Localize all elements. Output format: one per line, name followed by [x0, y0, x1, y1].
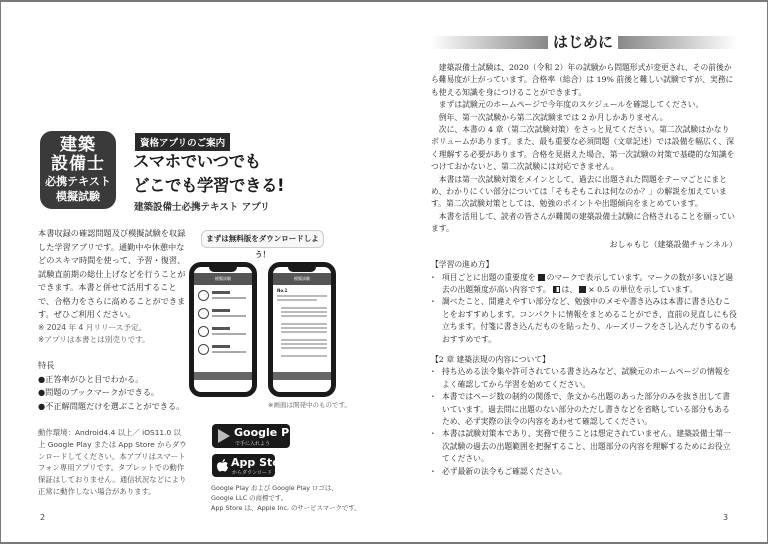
- app-store-badge[interactable]: [212, 454, 293, 477]
- feature-item: ●問題のブックマークができる。: [38, 387, 160, 397]
- bullet-item: ・ 必ず最新の法令もご確認ください。: [431, 466, 737, 478]
- google-play-label: Google Play: [234, 426, 308, 439]
- google-play-sublabel: で手に入れよう: [235, 441, 271, 447]
- app-store-label: App Store: [231, 456, 293, 469]
- signature: おしゃもじ（建築設備チャンネル）: [609, 239, 737, 249]
- paragraph: まずは試験元のホームページで今年度のスケジュールを確認してください。: [438, 100, 704, 110]
- page-number-right: 3: [723, 513, 729, 522]
- release-notes: [38, 322, 188, 346]
- intro-text: 本書収録の確認問題及び模擬試験を収録した学習アプリです。通勤中や休憩中などのスキマ時間を使って、予習・復習、試験直前期の総仕上げなどを行うことができます。本書と併せて活用することで、合格力をさらに高めることができます。ぜひご利用ください。: [38, 228, 186, 319]
- bullet-item: ・ 持ち込める法令集や許可されている書き込みなど、試験元のホームページの情報をよく確認してから学習を始めてください。: [431, 366, 737, 391]
- features-list: [38, 359, 198, 413]
- paragraph: 本書を活用して、読者の皆さんが難関の建築設備士試験に合格されることを願っています。: [431, 211, 735, 234]
- phone-list-row: [198, 325, 248, 339]
- screen-note: ※画面は開発中のものです。: [268, 401, 351, 409]
- environment-text: 動作環境：Android4.4 以上／ iOS11.0 以上 Google Play または App Store からダウンロードしてください。本アプリはスマートフォン専用アプリです。タブレットでの動作保証はしておりません。通信状況などにより正常に動作しない場合があります。: [38, 428, 187, 496]
- bullet-item: ・ 本書は試験対策本であり、実務で使うことは想定されていません。建築設備士第一次試験の過去の出題範囲を把握すること、出題部分の内容を理解するためにお役立てください。: [431, 428, 737, 465]
- phone-notch: [209, 266, 237, 272]
- bullet-item: ・ 本書ではページ数の制約の関係で、条文から出題のあった部分のみを抜き出して書いています。過去問に出題のない部分のただし書きなどを省略している部分もあるため、必ず実際の法令の内容をあわせて確認してください。: [431, 391, 737, 428]
- release-note: ※アプリは本書とは別売りです。: [38, 335, 150, 344]
- importance-mark-icon: [579, 286, 586, 293]
- paragraph: 例年、第一次試験から第二次試験までは 2 か月しかありません。: [438, 112, 668, 122]
- play-triangle-icon: [218, 429, 230, 443]
- release-note: ※ 2024 年 4 月リリース予定。: [38, 323, 147, 332]
- phone-header: 模擬試験: [273, 273, 331, 285]
- features-title: 特長: [38, 360, 55, 370]
- promo-title-line2: どこでも学習できる!: [133, 176, 285, 195]
- app-icon-line3: 必携テキスト: [45, 175, 111, 188]
- importance-mark-icon: [538, 274, 545, 281]
- trademark-line: App Store は、Apple Inc. のサービスマークです。: [211, 504, 361, 512]
- app-icon-line2: 設備士: [51, 154, 105, 174]
- promo-title-line1: スマホでいつでも: [133, 152, 261, 171]
- phone-list-row: [198, 307, 248, 321]
- section-title-study: 【学習の進め方】: [431, 260, 494, 270]
- promo-subtitle: 建築設備士必携テキスト アプリ: [134, 202, 270, 213]
- preface-body: [431, 62, 737, 478]
- apple-icon: [217, 459, 228, 472]
- page-number-left: 2: [40, 513, 46, 522]
- phone-mockup-list: [189, 262, 257, 397]
- paragraph: 本書は第一次試験対策をメインとして、過去に出題された問題をテーマごとにまとめ、わかりにくい部分については「そもそもこれは何なのか？」の解説を加えています。第二次試験対策としては、勉強のポイントや出題傾向をまとめています。: [431, 174, 727, 209]
- phone-list-row: [198, 289, 248, 303]
- trademark-line: Google Play および Google Play ロゴは、: [211, 484, 338, 492]
- bullet-item: ・ 調べたこと、間違えやすい部分など、勉強中のメモや書き込みは本書に書き込むことをおすすめします。コンパクトに情報をまとめることができ、直前の見直しにも役立ちます。付箋に書き込んだものを貼ったり、ルーズリーフをさし込んだりするのもおすすめです。: [431, 296, 737, 346]
- app-store-sublabel: からダウンロード: [232, 470, 273, 476]
- phone-notch: [288, 266, 316, 272]
- feature-item: ●正答率がひと目でわかる。: [38, 373, 144, 384]
- app-icon-line4: 模擬試験: [56, 190, 100, 203]
- progress-circle-icon: [198, 344, 209, 355]
- app-icon-line1: 建築: [60, 135, 96, 155]
- page-heading: [430, 32, 740, 52]
- phone-tabbar: [194, 372, 252, 380]
- progress-circle-icon: [198, 290, 209, 301]
- question-label: No.1: [277, 288, 288, 293]
- bullet-item: ・ 項目ごとに出題の重要度を のマークで表示しています。マークの数が多いほど過去の出題頻度が高い内容です。 は、 × 0.5 の単位を示しています。: [431, 272, 737, 297]
- heading-bar-right: [618, 36, 738, 49]
- phone-list-row: [198, 343, 248, 357]
- trademark-line: Google LLC の商標です。: [211, 494, 288, 502]
- trademark-notice: [211, 483, 361, 513]
- google-play-badge[interactable]: [212, 424, 308, 448]
- phone-navbar: [273, 372, 331, 380]
- phone-mockup-question: [268, 262, 336, 397]
- progress-circle-icon: [198, 308, 209, 319]
- feature-item: ●不正解問題だけを選ぶことができる。: [38, 400, 185, 411]
- phone-header: 模擬試験: [194, 273, 252, 285]
- paragraph: 次に、本書の 4 章（第二次試験対策）をさっと見てください。第二次試験はかなりボリュームがあります。また、最も重要な必須問題（文章記述）では設備を幅広く、深く理解する必要があります。合格を見据えた場合、第一次試験の対策で基礎的な知識をつけておかないと、第二次試験には対応できません。: [431, 125, 735, 172]
- download-bubble: まずは無料版をダウンロードしよう！: [201, 230, 324, 248]
- half-importance-mark-icon: [553, 286, 560, 293]
- promo-tag: 資格アプリのご案内: [135, 133, 230, 151]
- app-icon: [40, 131, 116, 209]
- heading-bar-left: [430, 36, 548, 49]
- heading-title: はじめに: [552, 33, 613, 51]
- paragraph: 建築設備士試験は、2020（令和 2）年の試験から問題形式が変更され、その前後から難易度が上がっています。合格率（総合）は 19% 前後と難しい試験ですが、実務にも使える知識を身につけることができます。: [431, 63, 734, 97]
- progress-circle-icon: [198, 326, 209, 337]
- section-title-law: 【2 章 建築法規の内容について】: [431, 354, 550, 364]
- promo-title: [133, 150, 284, 198]
